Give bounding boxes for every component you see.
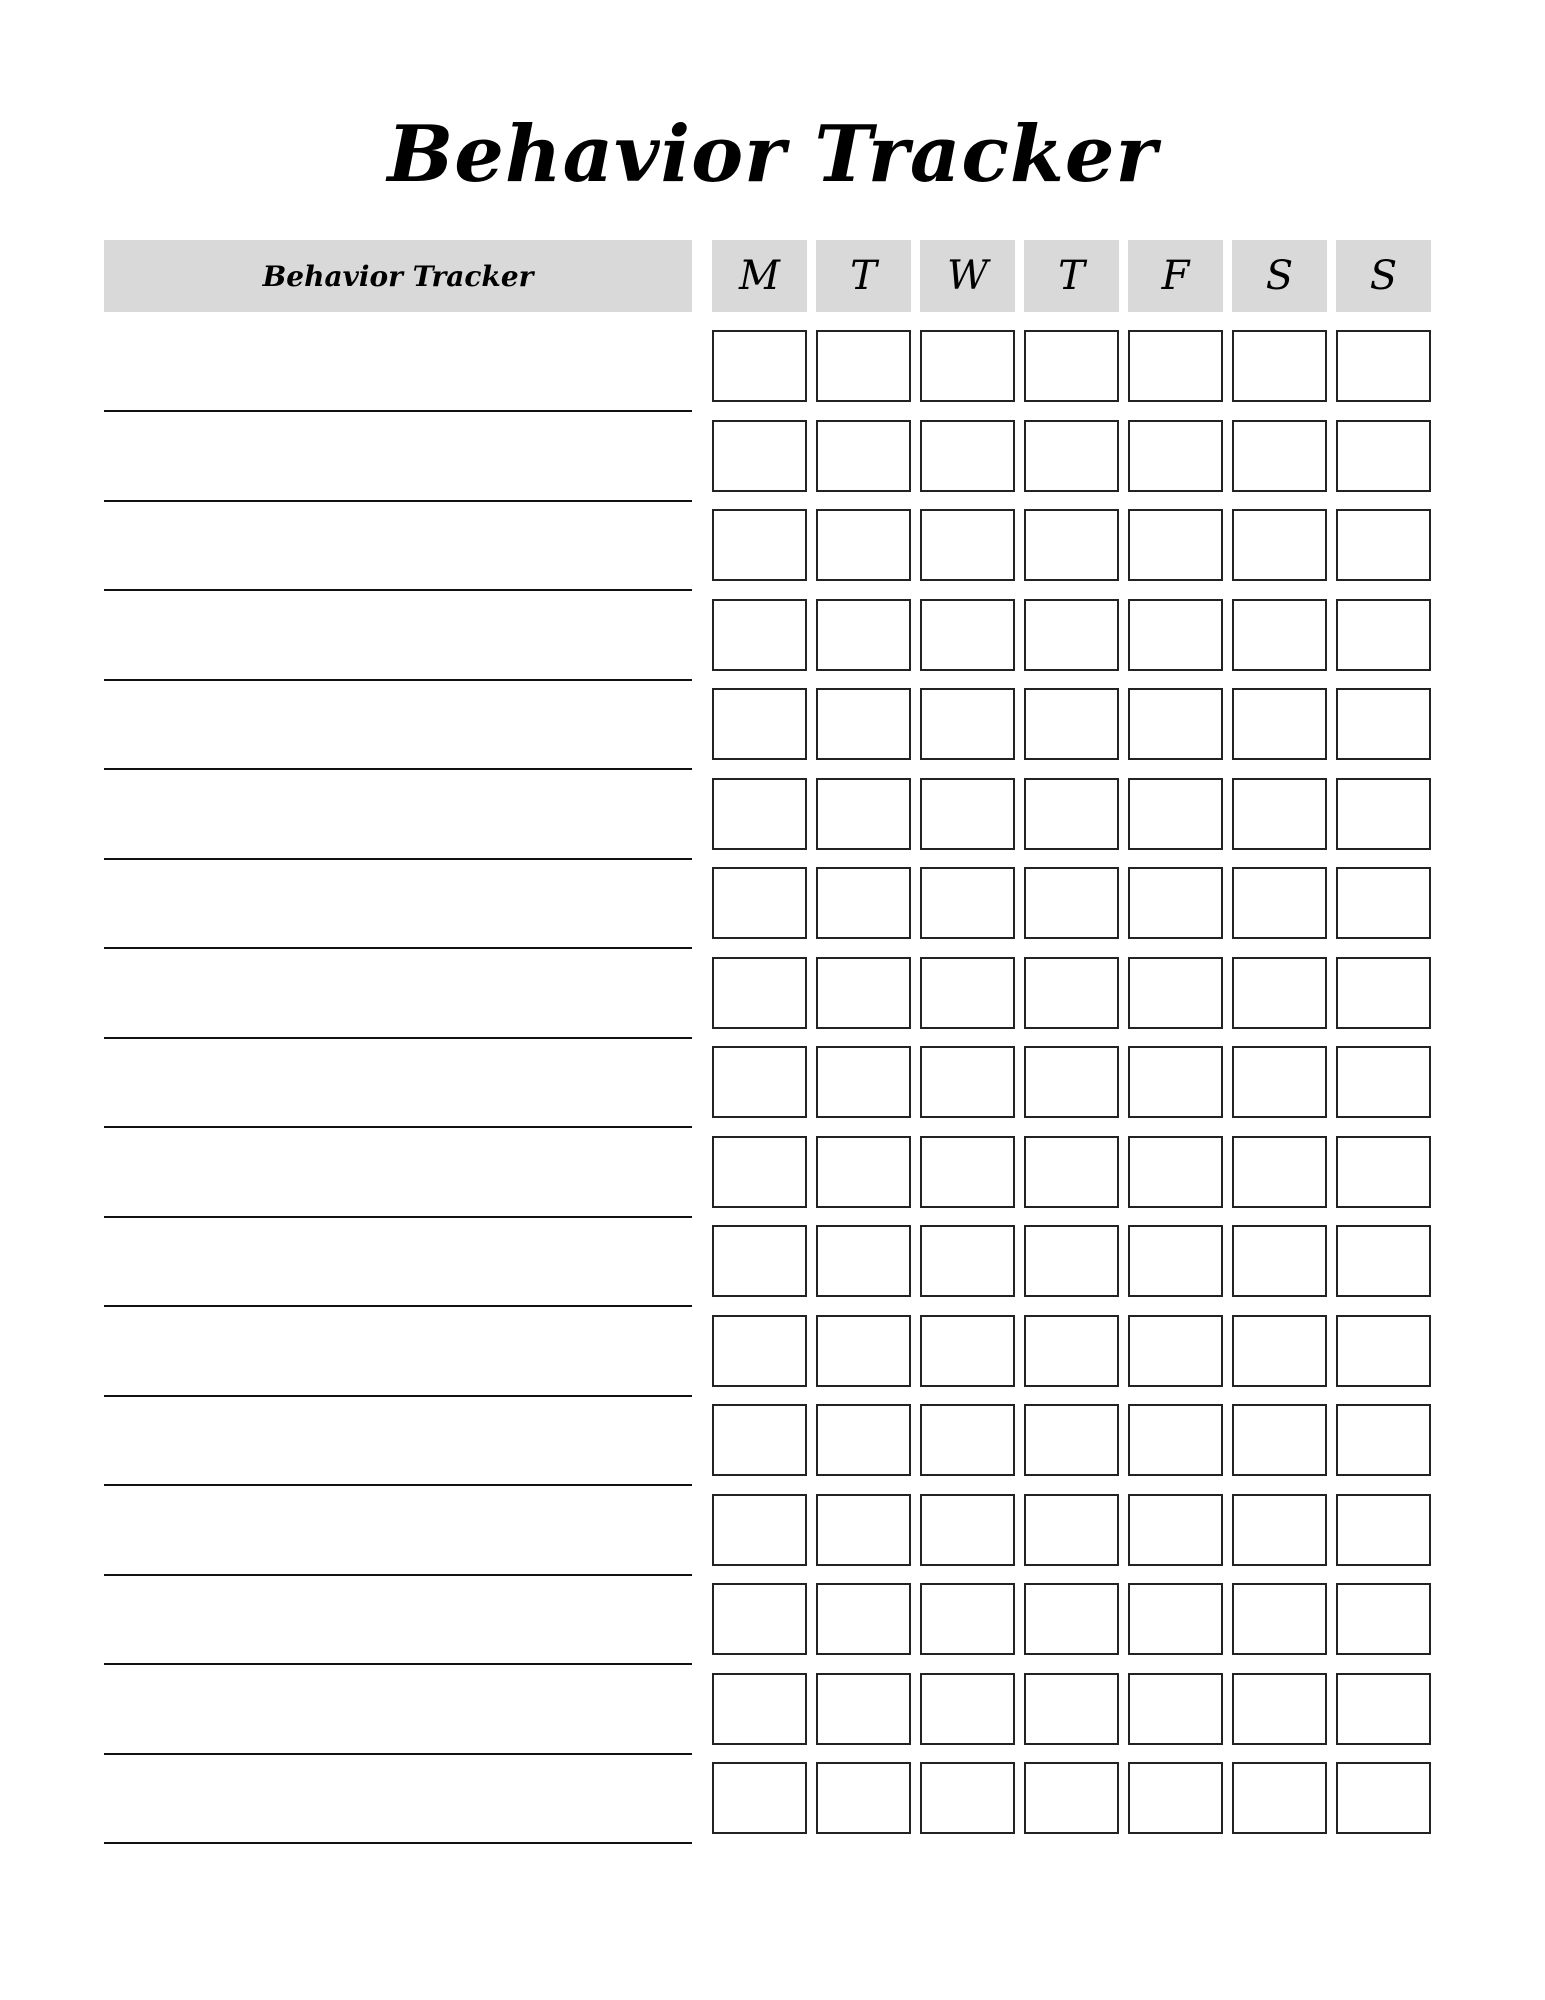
checkbox-r7-c4[interactable]: [1024, 867, 1119, 939]
checkbox-r5-c6[interactable]: [1232, 688, 1327, 760]
behavior-line-10[interactable]: [104, 1216, 692, 1218]
checkbox-r15-c3[interactable]: [920, 1583, 1015, 1655]
day-header-6: S: [1336, 240, 1431, 312]
checkbox-r3-c3[interactable]: [920, 509, 1015, 581]
checkbox-r3-c7[interactable]: [1336, 509, 1431, 581]
checkbox-r5-c3[interactable]: [920, 688, 1015, 760]
behavior-line-7[interactable]: [104, 947, 692, 949]
checkbox-r9-c1[interactable]: [712, 1046, 807, 1118]
behavior-line-12[interactable]: [104, 1395, 692, 1397]
checkbox-r16-c5[interactable]: [1128, 1673, 1223, 1745]
checkbox-r3-c4[interactable]: [1024, 509, 1119, 581]
checkbox-r4-c7[interactable]: [1336, 599, 1431, 671]
checkbox-r8-c2[interactable]: [816, 957, 911, 1029]
checkbox-r4-c5[interactable]: [1128, 599, 1223, 671]
checkbox-r16-c2[interactable]: [816, 1673, 911, 1745]
checkbox-r16-c3[interactable]: [920, 1673, 1015, 1745]
checkbox-r6-c2[interactable]: [816, 778, 911, 850]
day-header-3: T: [1024, 240, 1119, 312]
day-header-1: T: [816, 240, 911, 312]
checkbox-r7-c5[interactable]: [1128, 867, 1223, 939]
checkbox-r15-c5[interactable]: [1128, 1583, 1223, 1655]
behavior-line-13[interactable]: [104, 1484, 692, 1486]
checkbox-r10-c3[interactable]: [920, 1136, 1015, 1208]
checkbox-r2-c5[interactable]: [1128, 420, 1223, 492]
checkbox-r4-c6[interactable]: [1232, 599, 1327, 671]
checkbox-r6-c5[interactable]: [1128, 778, 1223, 850]
checkbox-r12-c5[interactable]: [1128, 1315, 1223, 1387]
day-header-5: S: [1232, 240, 1327, 312]
checkbox-r16-c7[interactable]: [1336, 1673, 1431, 1745]
checkbox-r5-c4[interactable]: [1024, 688, 1119, 760]
checkbox-r12-c6[interactable]: [1232, 1315, 1327, 1387]
checkbox-r8-c4[interactable]: [1024, 957, 1119, 1029]
checkbox-r13-c1[interactable]: [712, 1404, 807, 1476]
checkbox-r17-c1[interactable]: [712, 1762, 807, 1834]
checkbox-r4-c3[interactable]: [920, 599, 1015, 671]
checkbox-r7-c1[interactable]: [712, 867, 807, 939]
checkbox-r13-c5[interactable]: [1128, 1404, 1223, 1476]
behavior-line-4[interactable]: [104, 679, 692, 681]
checkbox-r14-c7[interactable]: [1336, 1494, 1431, 1566]
page-title: Behavior Tracker: [387, 109, 1158, 200]
checkbox-r15-c1[interactable]: [712, 1583, 807, 1655]
checkbox-r9-c4[interactable]: [1024, 1046, 1119, 1118]
checkbox-r17-c4[interactable]: [1024, 1762, 1119, 1834]
checkbox-r9-c7[interactable]: [1336, 1046, 1431, 1118]
checkbox-r2-c6[interactable]: [1232, 420, 1327, 492]
behavior-line-16[interactable]: [104, 1753, 692, 1755]
checkbox-r2-c7[interactable]: [1336, 420, 1431, 492]
checkbox-r8-c5[interactable]: [1128, 957, 1223, 1029]
checkbox-r5-c2[interactable]: [816, 688, 911, 760]
day-header-0: M: [712, 240, 807, 312]
behavior-line-17[interactable]: [104, 1842, 692, 1844]
checkbox-r6-c6[interactable]: [1232, 778, 1327, 850]
checkbox-r13-c4[interactable]: [1024, 1404, 1119, 1476]
checkbox-r5-c5[interactable]: [1128, 688, 1223, 760]
checkbox-r12-c4[interactable]: [1024, 1315, 1119, 1387]
checkbox-r11-c3[interactable]: [920, 1225, 1015, 1297]
checkbox-r9-c2[interactable]: [816, 1046, 911, 1118]
checkbox-r14-c2[interactable]: [816, 1494, 911, 1566]
checkbox-r13-c6[interactable]: [1232, 1404, 1327, 1476]
checkbox-r4-c1[interactable]: [712, 599, 807, 671]
checkbox-r6-c7[interactable]: [1336, 778, 1431, 850]
checkbox-r10-c7[interactable]: [1336, 1136, 1431, 1208]
checkbox-r16-c4[interactable]: [1024, 1673, 1119, 1745]
checkbox-r2-c4[interactable]: [1024, 420, 1119, 492]
checkbox-r12-c7[interactable]: [1336, 1315, 1431, 1387]
checkbox-r15-c6[interactable]: [1232, 1583, 1327, 1655]
checkbox-r2-c2[interactable]: [816, 420, 911, 492]
checkbox-r17-c3[interactable]: [920, 1762, 1015, 1834]
behavior-line-15[interactable]: [104, 1663, 692, 1665]
behavior-line-5[interactable]: [104, 768, 692, 770]
behavior-line-1[interactable]: [104, 410, 692, 412]
checkbox-r10-c6[interactable]: [1232, 1136, 1327, 1208]
checkbox-r10-c4[interactable]: [1024, 1136, 1119, 1208]
checkbox-r11-c2[interactable]: [816, 1225, 911, 1297]
checkbox-r1-c6[interactable]: [1232, 330, 1327, 402]
checkbox-r17-c7[interactable]: [1336, 1762, 1431, 1834]
checkbox-r1-c3[interactable]: [920, 330, 1015, 402]
behavior-line-8[interactable]: [104, 1037, 692, 1039]
checkbox-r11-c6[interactable]: [1232, 1225, 1327, 1297]
checkbox-r1-c5[interactable]: [1128, 330, 1223, 402]
checkbox-r16-c1[interactable]: [712, 1673, 807, 1745]
behavior-line-2[interactable]: [104, 500, 692, 502]
checkbox-r1-c1[interactable]: [712, 330, 807, 402]
checkbox-r10-c1[interactable]: [712, 1136, 807, 1208]
checkbox-r2-c1[interactable]: [712, 420, 807, 492]
checkbox-r4-c4[interactable]: [1024, 599, 1119, 671]
checkbox-r7-c7[interactable]: [1336, 867, 1431, 939]
checkbox-r15-c7[interactable]: [1336, 1583, 1431, 1655]
checkbox-r3-c5[interactable]: [1128, 509, 1223, 581]
behavior-line-3[interactable]: [104, 589, 692, 591]
day-header-2: W: [920, 240, 1015, 312]
checkbox-r17-c5[interactable]: [1128, 1762, 1223, 1834]
checkbox-r8-c6[interactable]: [1232, 957, 1327, 1029]
checkbox-r7-c3[interactable]: [920, 867, 1015, 939]
checkbox-r1-c4[interactable]: [1024, 330, 1119, 402]
checkbox-r6-c4[interactable]: [1024, 778, 1119, 850]
checkbox-r14-c6[interactable]: [1232, 1494, 1327, 1566]
checkbox-r11-c4[interactable]: [1024, 1225, 1119, 1297]
checkbox-r15-c2[interactable]: [816, 1583, 911, 1655]
checkbox-r8-c1[interactable]: [712, 957, 807, 1029]
checkbox-r9-c5[interactable]: [1128, 1046, 1223, 1118]
checkbox-r12-c1[interactable]: [712, 1315, 807, 1387]
checkbox-r1-c7[interactable]: [1336, 330, 1431, 402]
checkbox-r7-c6[interactable]: [1232, 867, 1327, 939]
checkbox-r14-c5[interactable]: [1128, 1494, 1223, 1566]
checkbox-r17-c6[interactable]: [1232, 1762, 1327, 1834]
checkbox-r9-c6[interactable]: [1232, 1046, 1327, 1118]
behavior-column-header: Behavior Tracker: [104, 240, 692, 312]
day-header-4: F: [1128, 240, 1223, 312]
checkbox-r11-c1[interactable]: [712, 1225, 807, 1297]
checkbox-r4-c2[interactable]: [816, 599, 911, 671]
checkbox-r5-c1[interactable]: [712, 688, 807, 760]
behavior-line-14[interactable]: [104, 1574, 692, 1576]
checkbox-r14-c1[interactable]: [712, 1494, 807, 1566]
checkbox-r11-c7[interactable]: [1336, 1225, 1431, 1297]
checkbox-r2-c3[interactable]: [920, 420, 1015, 492]
checkbox-r14-c3[interactable]: [920, 1494, 1015, 1566]
checkbox-r6-c1[interactable]: [712, 778, 807, 850]
checkbox-r5-c7[interactable]: [1336, 688, 1431, 760]
checkbox-r15-c4[interactable]: [1024, 1583, 1119, 1655]
checkbox-r11-c5[interactable]: [1128, 1225, 1223, 1297]
checkbox-r8-c3[interactable]: [920, 957, 1015, 1029]
checkbox-r7-c2[interactable]: [816, 867, 911, 939]
checkbox-r3-c2[interactable]: [816, 509, 911, 581]
checkbox-r13-c2[interactable]: [816, 1404, 911, 1476]
checkbox-r12-c3[interactable]: [920, 1315, 1015, 1387]
behavior-line-11[interactable]: [104, 1305, 692, 1307]
checkbox-r10-c5[interactable]: [1128, 1136, 1223, 1208]
checkbox-r1-c2[interactable]: [816, 330, 911, 402]
checkbox-r13-c3[interactable]: [920, 1404, 1015, 1476]
checkbox-r14-c4[interactable]: [1024, 1494, 1119, 1566]
checkbox-r9-c3[interactable]: [920, 1046, 1015, 1118]
checkbox-r17-c2[interactable]: [816, 1762, 911, 1834]
checkbox-r8-c7[interactable]: [1336, 957, 1431, 1029]
checkbox-r3-c1[interactable]: [712, 509, 807, 581]
checkbox-r16-c6[interactable]: [1232, 1673, 1327, 1745]
checkbox-r3-c6[interactable]: [1232, 509, 1327, 581]
checkbox-r10-c2[interactable]: [816, 1136, 911, 1208]
behavior-line-9[interactable]: [104, 1126, 692, 1128]
checkbox-r12-c2[interactable]: [816, 1315, 911, 1387]
checkbox-r6-c3[interactable]: [920, 778, 1015, 850]
behavior-line-6[interactable]: [104, 858, 692, 860]
checkbox-r13-c7[interactable]: [1336, 1404, 1431, 1476]
